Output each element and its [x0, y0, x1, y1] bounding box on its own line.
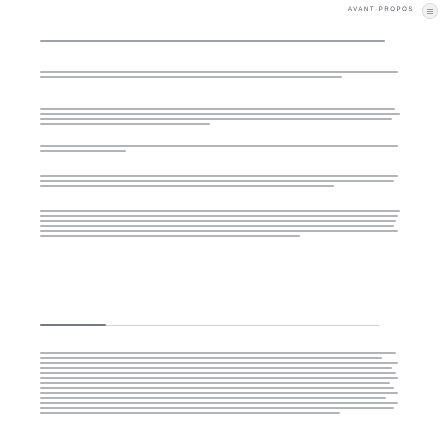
page-header [0, 0, 446, 22]
brand-title: AVANT·PROPOS [348, 7, 414, 13]
section-divider [40, 324, 106, 326]
hamburger-menu-icon[interactable] [422, 3, 438, 19]
